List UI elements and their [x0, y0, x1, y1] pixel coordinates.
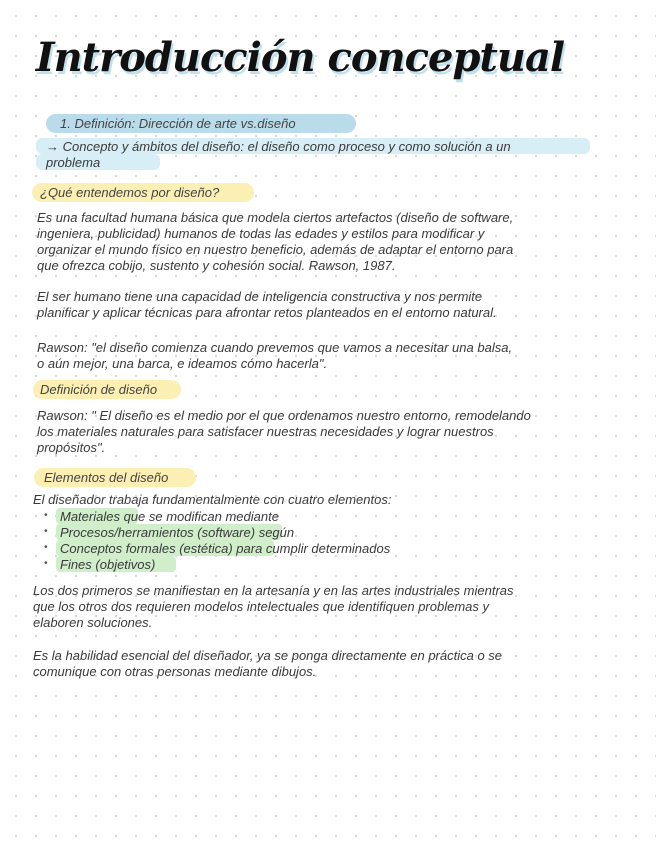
list-item: [60, 541, 390, 556]
q1-para1-line3: organizar el mundo físico en nuestro beneficio, además de adaptar el entorno para: [37, 242, 514, 257]
bullet-dot: •: [44, 558, 48, 569]
bullet-dot: •: [44, 542, 48, 553]
bullet-dot: •: [44, 526, 48, 537]
def-para-line3: propósitos".: [37, 440, 106, 455]
item-rest: para cumplir determinados: [232, 541, 391, 556]
elements-heading: Elementos del diseño: [44, 470, 169, 485]
section1-heading: 1. Definición: Dirección de arte vs.diseño: [60, 116, 296, 131]
item-term: Procesos/herramientos (software): [60, 525, 256, 540]
item-rest: que se modifican mediante: [119, 509, 279, 524]
elements-para1-line1: Los dos primeros se manifiestan en la artesanía y en las artes industriales mientras: [33, 583, 514, 598]
elements-para2-line1: Es la habilidad esencial del diseñador, ya se ponga directamente en práctica o se: [33, 648, 503, 663]
q1-para3-line1: Rawson: "el diseño comienza cuando prevemos que vamos a necesitar una balsa,: [37, 340, 513, 355]
section1-subline-1: → Concepto y ámbitos del diseño: el diseño como proceso y como solución a un: [46, 139, 511, 154]
q1-heading: ¿Qué entendemos por diseño?: [40, 185, 220, 200]
elements-intro: El diseñador trabaja fundamentalmente con cuatro elementos:: [33, 492, 392, 507]
q1-para1-line1: Es una facultad humana básica que modela ciertos artefactos (diseño de software,: [37, 210, 514, 225]
item-term: Materiales: [60, 509, 120, 524]
def-heading: Definición de diseño: [40, 382, 158, 397]
list-item: [60, 557, 155, 572]
elements-para2-line2: comunique con otras personas mediante dibujos.: [33, 664, 317, 679]
q1-para3-line2: o aún mejor, una barca, e ideamos cómo hacerla".: [37, 356, 328, 371]
bullet-dot: •: [44, 510, 48, 521]
item-term: Conceptos formales (estética): [60, 541, 233, 556]
section1-subline-2: problema: [46, 155, 101, 170]
list-item: [60, 525, 294, 540]
q1-para2-line2: planificar y aplicar técnicas para afrontar retos planteados en el entorno natural.: [37, 305, 497, 320]
q1-para2-line1: El ser humano tiene una capacidad de inteligencia constructiva y nos permite: [37, 289, 483, 304]
item-rest: según: [255, 525, 295, 540]
q1-para1-line2: ingeniera, publicidad) humanos de todas las edades y estilos para modificar y: [37, 226, 485, 241]
def-para-line2: los materiales naturales para satisfacer nuestras necesidades y lograr nuestros: [37, 424, 494, 439]
elements-para1-line2: que los otros dos requieren modelos intelectuales que identifiquen problemas y: [33, 599, 490, 614]
list-item: [60, 509, 279, 524]
item-term: Fines (objetivos): [60, 557, 156, 572]
def-para-line1: Rawson: " El diseño es el medio por el que ordenamos nuestro entorno, remodelando: [37, 408, 531, 423]
elements-para1-line3: elaboren soluciones.: [33, 615, 153, 630]
q1-para1-line4: que ofrezca cobijo, sustento y cohesión social. Rawson, 1987.: [37, 258, 396, 273]
page-title: Introducción conceptual: [35, 34, 565, 81]
